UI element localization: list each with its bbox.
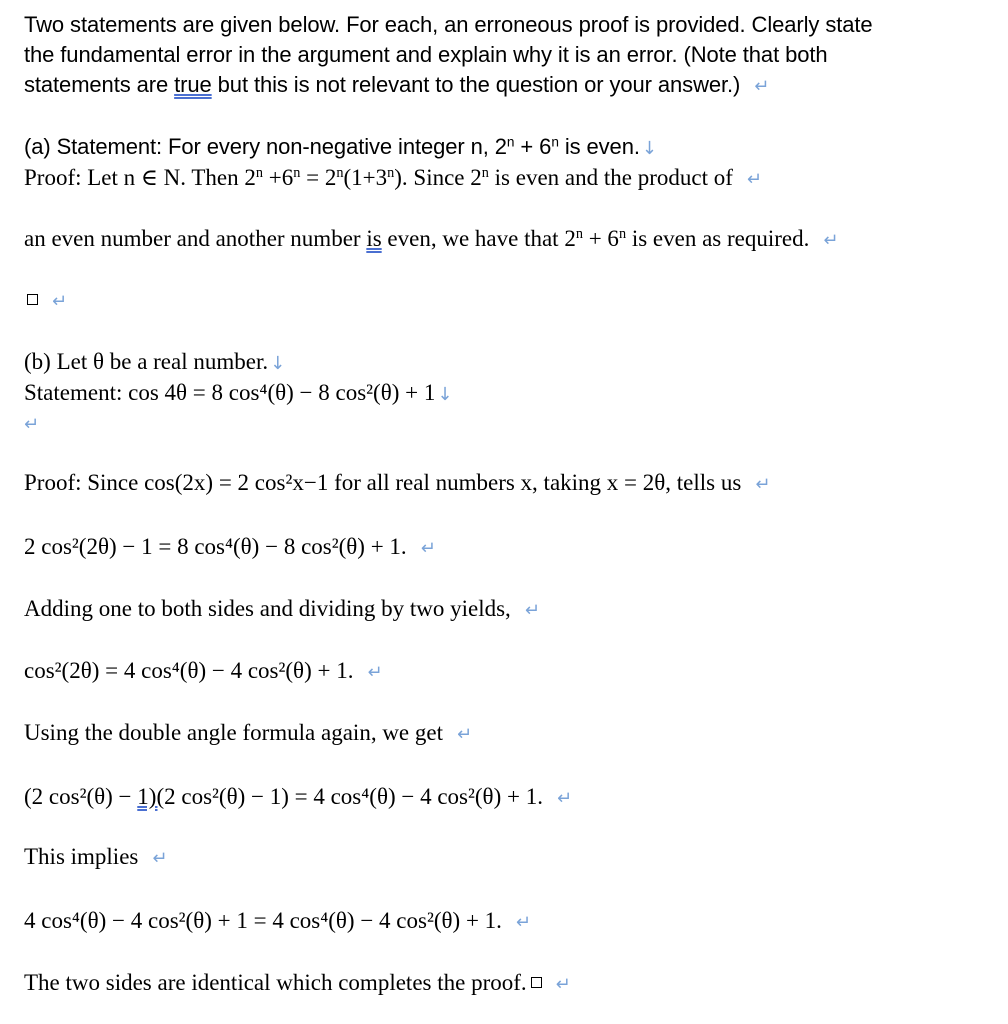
paragraph-mark-icon: ↵	[24, 414, 40, 435]
equation-4: 4 cos⁴(θ) − 4 cos²(θ) + 1 = 4 cos⁴(θ) − 4 cos²(θ) + 1. ↵	[24, 908, 532, 933]
equation-1: 2 cos²(2θ) − 1 = 8 cos⁴(θ) − 8 cos²(θ) + 1. ↵	[24, 534, 436, 559]
conclusion-text: The two sides are identical which completes the proof. ↵	[24, 970, 571, 995]
using-text: Using the double angle formula again, we get ↵	[24, 720, 473, 745]
adding-text: Adding one to both sides and dividing by two yields, ↵	[24, 596, 540, 621]
part-a-proof-continued: an even number and another number is even, we have that $2^n + 6^n$ is even as required. ↵	[24, 226, 839, 251]
part-a-statement: (a) Statement: For every non-negative integer n, $2^n + 6^n$ is even. ↓	[24, 134, 657, 159]
spellcheck-word[interactable]: true	[174, 72, 212, 97]
paragraph-mark-icon: ↵	[367, 662, 383, 683]
line-break-icon: ↓	[270, 353, 286, 374]
paragraph-mark-icon: ↵	[555, 974, 571, 995]
paragraph-mark-icon: ↵	[524, 600, 540, 621]
part-a-qed	[24, 285, 67, 317]
intro-line-2: the fundamental error in the argument and explain why it is an error. (Note that both	[24, 42, 828, 67]
line-break-icon: ↓	[437, 384, 453, 405]
part-b-statement: Statement: cos 4θ = 8 cos⁴(θ) − 8 cos²(θ) + 1 ↓	[24, 380, 453, 405]
spellcheck-word[interactable]: 1)(	[137, 784, 165, 809]
paragraph-mark-icon: ↵	[746, 169, 762, 190]
qed-square-icon	[531, 977, 542, 988]
part-b-let: (b) Let θ be a real number. ↓	[24, 349, 286, 374]
paragraph-mark-icon: ↵	[52, 291, 68, 312]
implies-text: This implies ↵	[24, 844, 168, 869]
paragraph-mark-icon: ↵	[420, 538, 436, 559]
paragraph-mark-icon: ↵	[823, 230, 839, 251]
paragraph-mark-icon: ↵	[457, 724, 473, 745]
part-a-proof: Proof: Let n ∈ N. Then $2^n +6^n = 2^n(1+3^n)$. Since 2$^n$ is even and the product of ↵	[24, 165, 762, 190]
intro-line-1: Two statements are given below. For each, an erroneous proof is provided. Clearly state	[24, 12, 873, 37]
intro-line-3: statements are true but this is not relevant to the question or your answer.) ↵	[24, 72, 770, 97]
paragraph-mark-icon: ↵	[556, 788, 573, 809]
paragraph-mark-icon: ↵	[755, 474, 771, 495]
paragraph-mark-icon: ↵	[754, 76, 770, 97]
paragraph-mark-icon: ↵	[152, 848, 168, 869]
spellcheck-word[interactable]: is	[366, 226, 382, 251]
equation-3: (2 cos²(θ) − 1)(2 cos²(θ) − 1) = 4 cos⁴(θ) − 4 cos²(θ) + 1. ↵	[24, 784, 573, 809]
empty-paragraph	[24, 408, 39, 440]
part-b-proof-intro: Proof: Since cos(2x) = 2 cos²x−1 for all real numbers x, taking x = 2θ, tells us ↵	[24, 470, 771, 495]
line-break-icon: ↓	[641, 138, 657, 159]
qed-square-icon	[27, 294, 38, 305]
paragraph-mark-icon: ↵	[515, 912, 532, 933]
equation-2: cos²(2θ) = 4 cos⁴(θ) − 4 cos²(θ) + 1. ↵	[24, 658, 383, 683]
